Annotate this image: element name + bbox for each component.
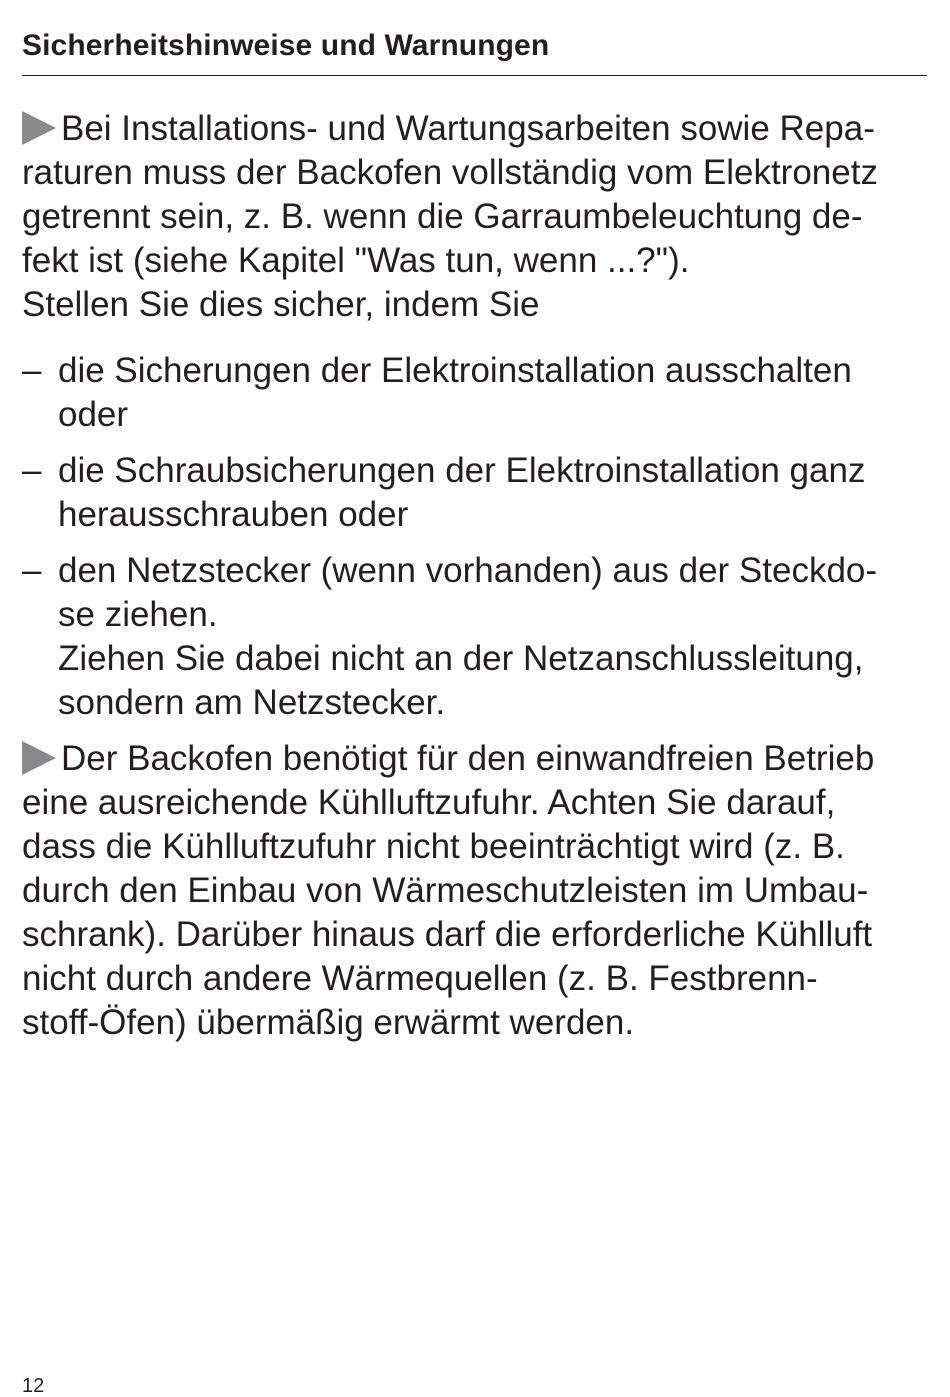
text-line: sondern am Netzstecker. <box>58 683 446 722</box>
text-line: stoff-Öfen) übermäßig erwärmt werden. <box>22 1003 635 1042</box>
warning-paragraph-installation <box>22 107 927 327</box>
text-line: herausschrauben oder <box>58 495 409 534</box>
text-line: Der Backofen benötigt für den einwandfreien Betrieb <box>61 739 875 778</box>
text-line: Stellen Sie dies sicher, indem Sie <box>22 285 540 324</box>
dash-bullet: – <box>22 351 42 390</box>
text-line: oder <box>58 395 129 434</box>
triangle-bullet-icon <box>22 741 56 775</box>
page-header <box>22 28 927 76</box>
list-item-mains-plug <box>22 549 927 725</box>
text-line: den Netzstecker (wenn vorhanden) aus der Steckdo- <box>58 551 878 590</box>
list-item-screw-fuses <box>22 449 927 537</box>
text-line: dass die Kühlluftzufuhr nicht beeinträchtigt wird (z. B. <box>22 827 845 866</box>
dash-bullet: – <box>22 451 42 490</box>
text-line: durch den Einbau von Wärmeschutzleisten im Umbau- <box>22 871 869 910</box>
text-line: eine ausreichende Kühlluftzufuhr. Achten Sie darauf, <box>22 783 836 822</box>
dash-bullet: – <box>22 551 42 590</box>
text-line: die Sicherungen der Elektroinstallation ausschalten <box>58 351 852 390</box>
text-line: schrank). Darüber hinaus darf die erforderliche Kühlluft <box>22 915 873 954</box>
text-line: Ziehen Sie dabei nicht an der Netzanschlussleitung, <box>58 639 864 678</box>
warning-paragraph-cooling <box>22 737 927 1045</box>
page-title: Sicherheitshinweise und Warnungen <box>22 29 550 62</box>
triangle-bullet-icon <box>22 111 56 145</box>
text-line: Bei Installations- und Wartungsarbeiten sowie Repa- <box>61 109 875 148</box>
main-content <box>22 107 927 1045</box>
text-line: nicht durch andere Wärmequellen (z. B. Festbrenn- <box>22 959 818 998</box>
text-line: fekt ist (siehe Kapitel "Was tun, wenn ...?"). <box>22 241 690 280</box>
disconnect-options-list <box>22 349 927 725</box>
text-line: die Schraubsicherungen der Elektroinstallation ganz <box>58 451 866 490</box>
text-line: getrennt sein, z. B. wenn die Garraumbeleuchtung de- <box>22 197 863 236</box>
text-line: se ziehen. <box>58 595 218 634</box>
list-item-fuses <box>22 349 927 437</box>
page-number: 12 <box>22 1375 45 1397</box>
text-line: raturen muss der Backofen vollständig vom Elektronetz <box>22 153 878 192</box>
